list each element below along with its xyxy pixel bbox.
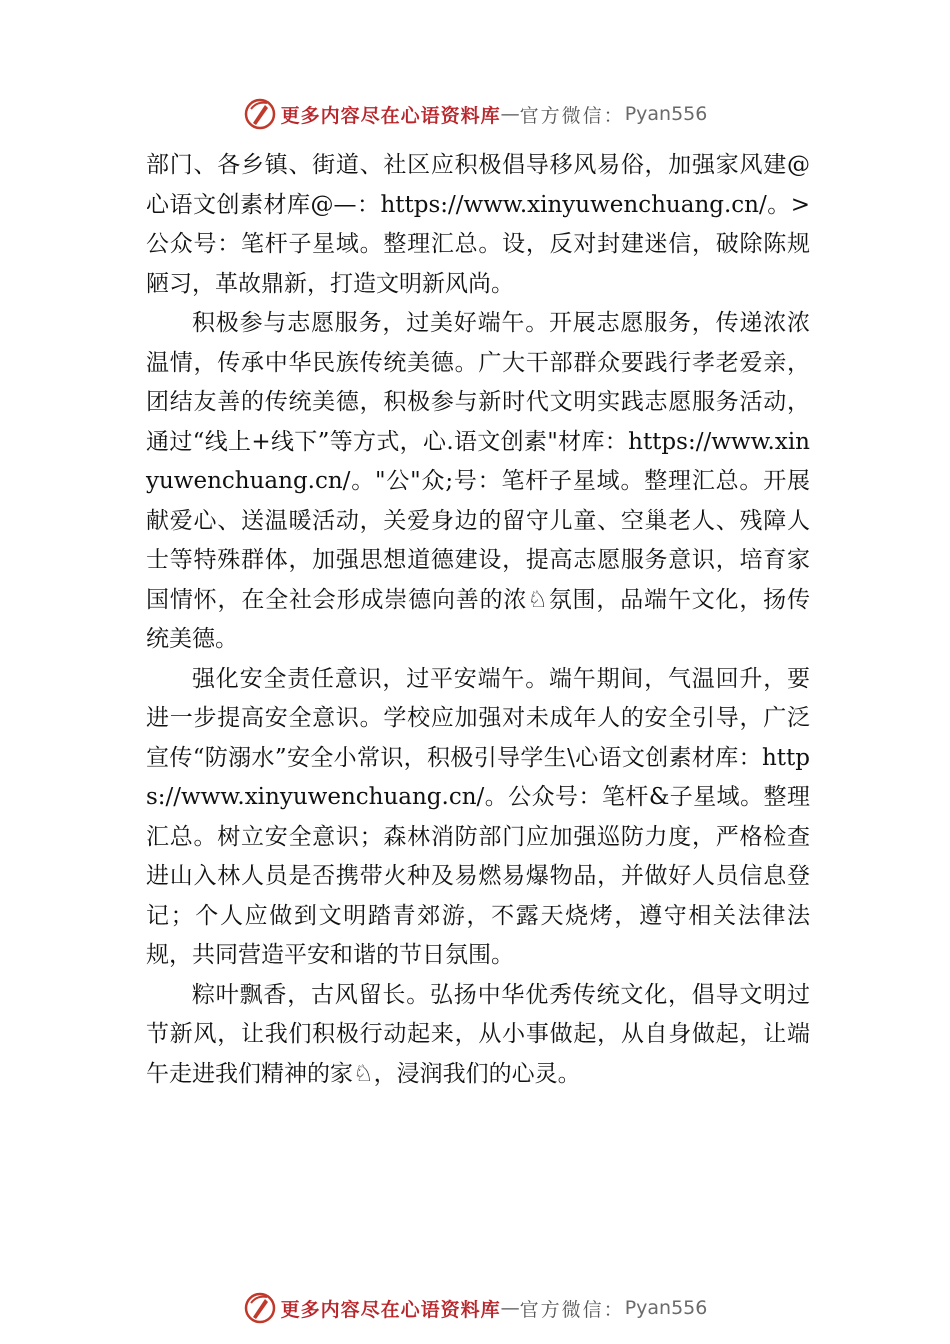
paragraph-2: 积极参与志愿服务，过美好端午。开展志愿服务，传递浓浓温情，传承中华民族传统美德。广大干部群众要践行孝老爱亲，团结友善的传统美德，积极参与新时代文明实践志愿服务活动，通过“线上+线下”等方式，心.语文创素"材库：https://www.xinyuwenchuang.cn/。"公"众;号：笔杆子星域。整理汇总。开展献爱心、送温暖活动，关爱身边的留守儿童、空巢老人、残障人士等特殊群体，加强思想道德建设，提高志愿服务意识，培育家国情怀，在全社会形成崇德向善的浓♘氛围，品端午文化，扬传统美德。 (146, 310, 810, 652)
footer-wechat-id: Pyan556 (624, 1297, 708, 1319)
banner-wechat-label: 官方微信： (519, 104, 625, 127)
footer-brand-text: 更多内容尽在心语资料库 (280, 1298, 501, 1321)
footer-banner (0, 1288, 950, 1328)
banner-wechat-id: Pyan556 (624, 103, 708, 125)
banner-dash: — (500, 103, 520, 125)
header-banner (0, 94, 950, 134)
pen-nib-logo-icon (243, 97, 277, 131)
document-body (146, 146, 810, 1094)
footer-dash: — (500, 1297, 520, 1319)
paragraph-1: 部门、各乡镇、街道、社区应积极倡导移风易俗，加强家风建@心语文创素材库@—：https://www.xinyuwenchuang.cn/。>公众号：笔杆子星域。整理汇总。设，反对封建迷信，破除陈规陋习，革故鼎新，打造文明新风尚。 (146, 152, 810, 297)
footer-wechat-label: 官方微信： (519, 1298, 625, 1321)
pen-nib-logo-icon (243, 1291, 277, 1325)
paragraph-3: 强化安全责任意识，过平安端午。端午期间，气温回升，要进一步提高安全意识。学校应加强对未成年人的安全引导，广泛宣传“防溺水”安全小常识，积极引导学生\心语文创素材库：https://www.xinyuwenchuang.cn/。公众号：笔杆&子星域。整理汇总。树立安全意识；森林消防部门应加强巡防力度，严格检查进山入林人员是否携带火种及易燃易爆物品，并做好人员信息登记；个人应做到文明踏青郊游，不露天烧烤，遵守相关法律法规，共同营造平安和谐的节日氛围。 (146, 665, 810, 968)
banner-brand-text: 更多内容尽在心语资料库 (280, 104, 501, 127)
paragraph-4: 粽叶飘香，古风留长。弘扬中华优秀传统文化，倡导文明过节新风，让我们积极行动起来，从小事做起，从自身做起，让端午走进我们精神的家♘，浸润我们的心灵。 (146, 981, 810, 1087)
